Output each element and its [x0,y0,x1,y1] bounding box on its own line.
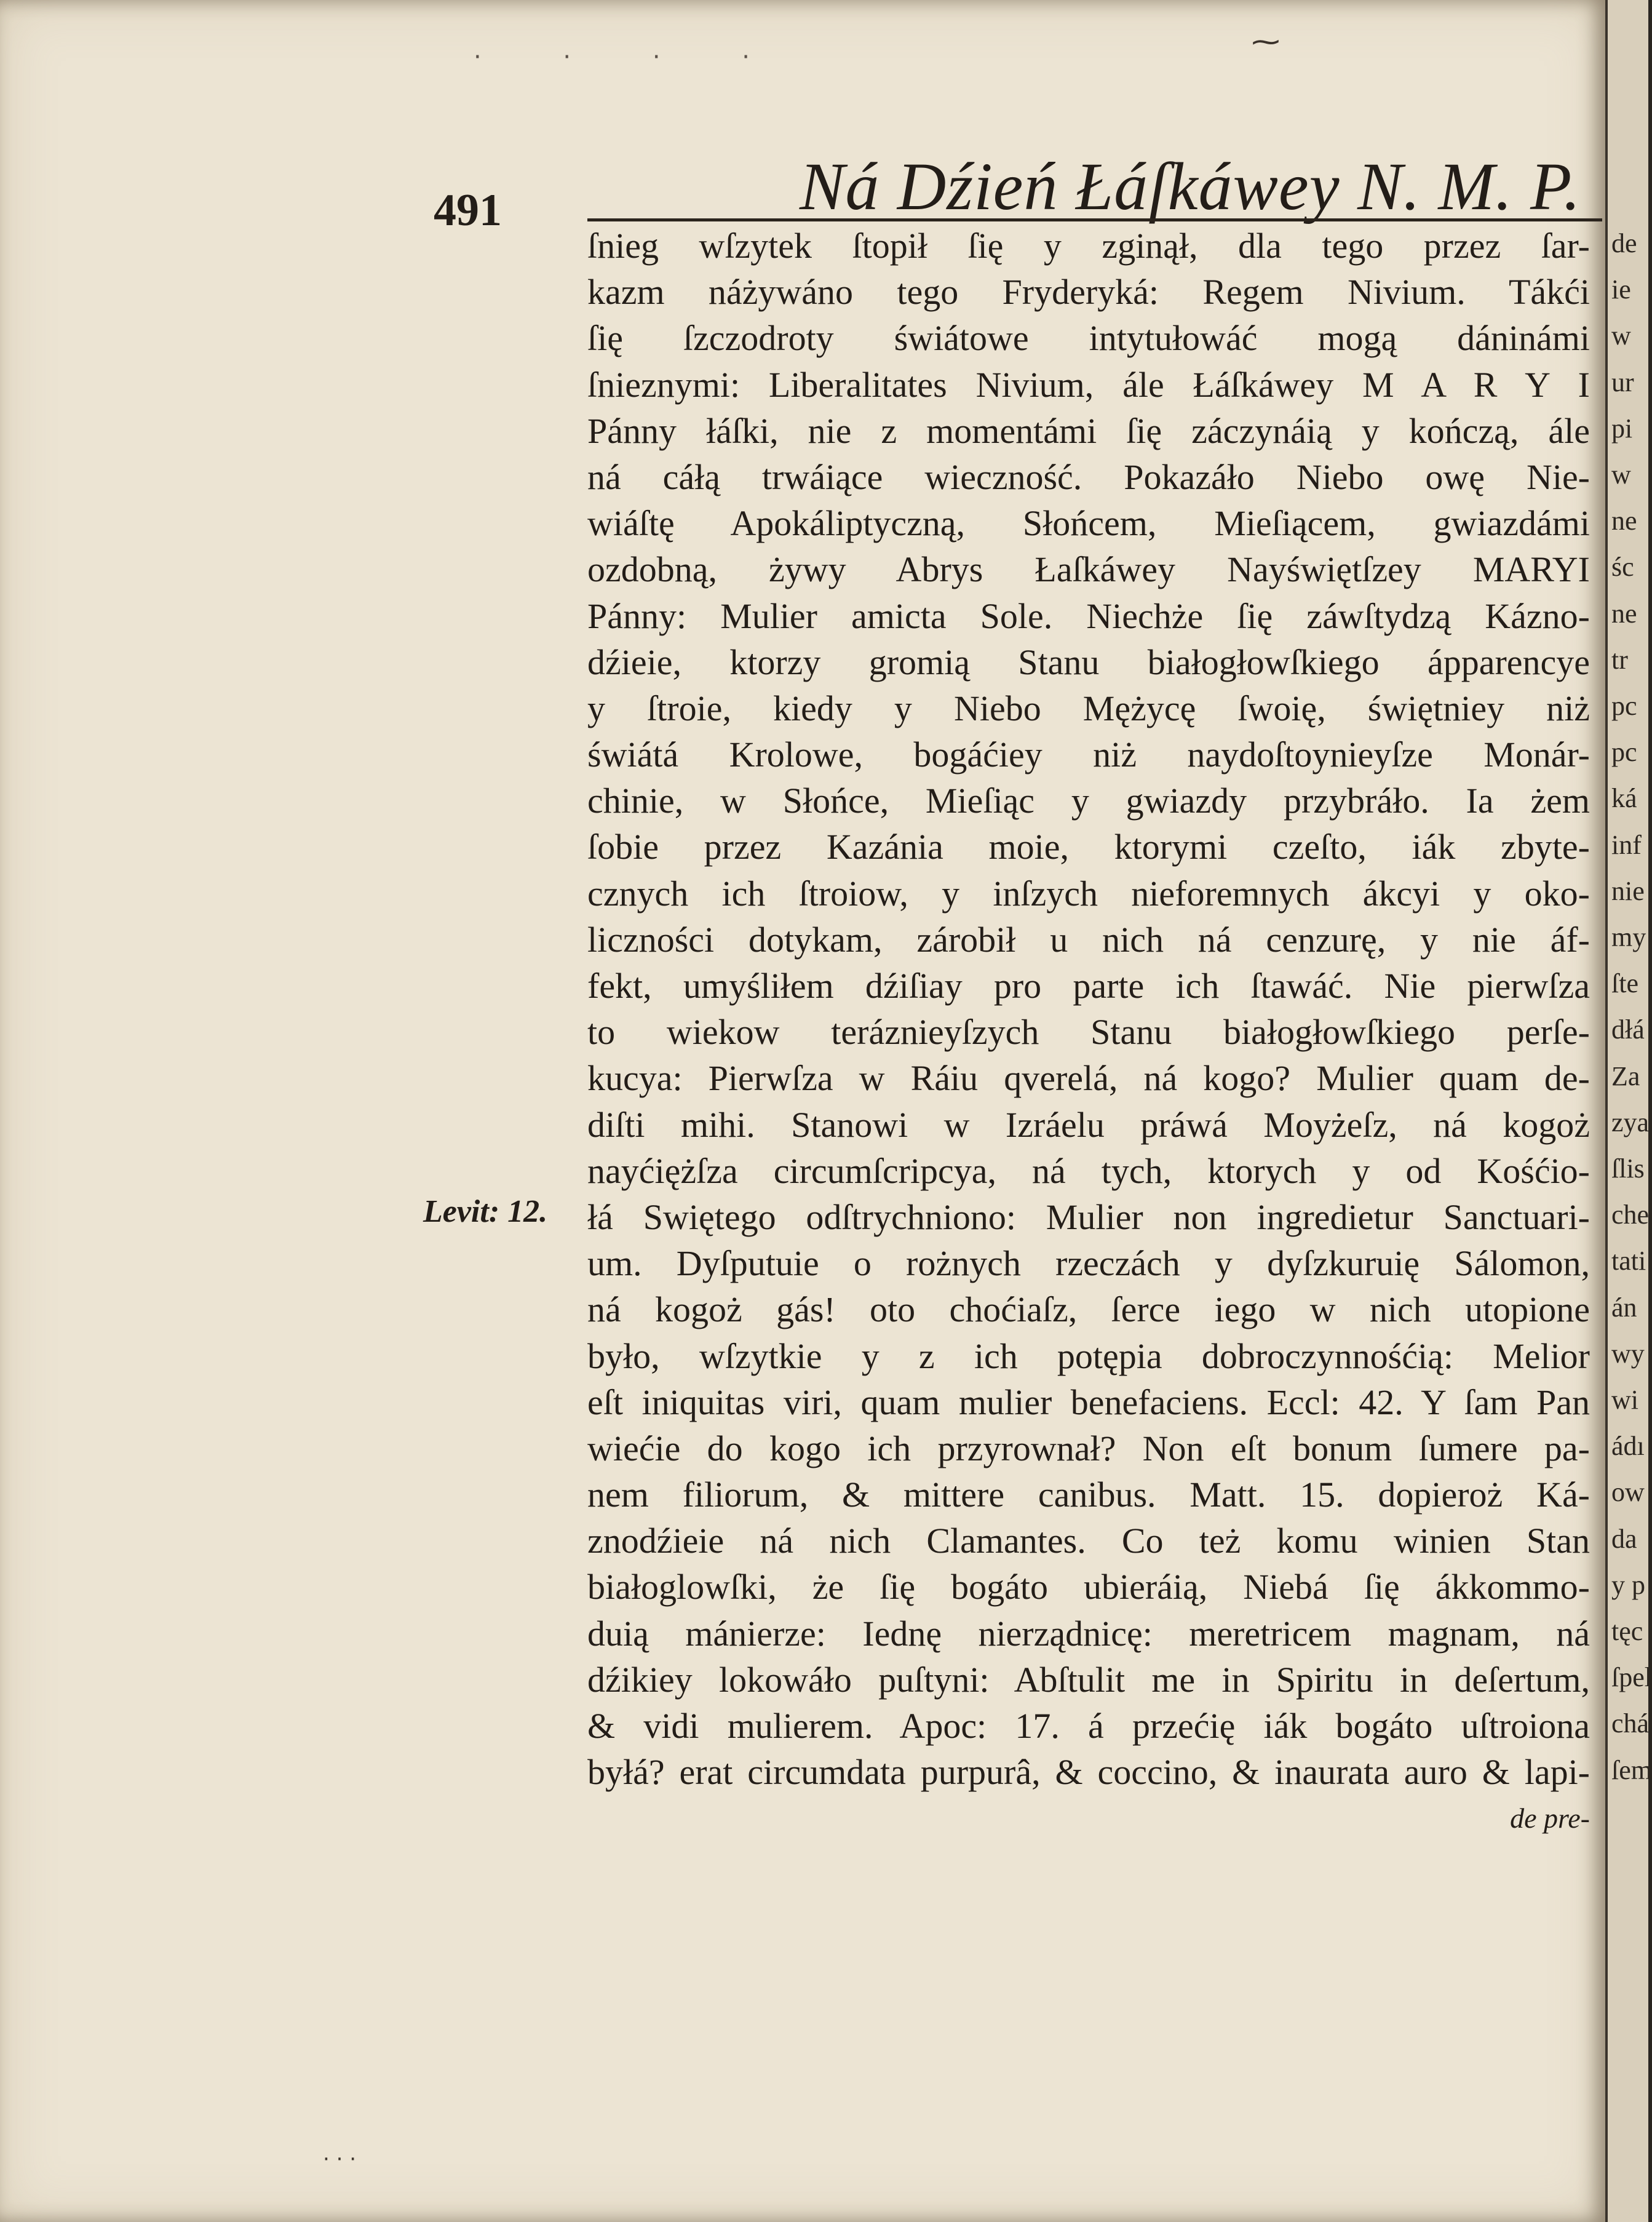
adjacent-page-fragment: chá [1611,1708,1650,1739]
text-line: byłá? erat circumdata purpurâ, & coccino, & inaurata auro & lapi- [587,1752,1590,1793]
adjacent-page-fragment: ne [1611,598,1637,629]
text-line: ná cáłą trwáiące wieczność. Pokazáło Niebo owę Nie- [587,456,1590,497]
text-line: nayćiężſza circumſcripcya, ná tych, ktorych y od Kośćio- [587,1150,1590,1191]
adjacent-page-fragment: nie [1611,875,1645,906]
adjacent-page-fragment: ſte [1611,968,1638,999]
adjacent-page-fragment: pc [1611,691,1637,721]
adjacent-page-fragment: ow [1611,1477,1645,1508]
text-line: nem filiorum, & mittere canibus. Matt. 15. dopieroż Ká- [587,1475,1590,1515]
text-line: wiećie do kogo ich przyrownał? Non eſt bonum ſumere pa- [587,1428,1590,1468]
marginal-note: Levit: 12. [423,1194,548,1229]
adjacent-page-fragment: dłá [1611,1014,1645,1045]
text-line: & vidi mulierem. Apoc: 17. á przećię iák bogáto uſtroiona [587,1706,1590,1746]
text-line: ſię ſzczodroty świátowe intytułowáć mogą dáninámi [587,318,1590,359]
text-line: cznych ich ſtroiow, y inſzych nieforemnych ákcyi y oko- [587,873,1590,914]
adjacent-page-fragment: ſem [1611,1754,1652,1785]
adjacent-page-fragment: tr [1611,644,1628,675]
adjacent-page-fragment: w [1611,321,1631,351]
text-line: um. Dyſputuie o rożnych rzeczách y dyſzkuruię Sálomon, [587,1243,1590,1284]
text-line: Pánny łáſki, nie z momentámi ſię záczynáią y kończą, ále [587,410,1590,451]
text-line: dźikiey lokowáło puſtyni: Abſtulit me in Spiritu in deſertum, [587,1659,1590,1700]
adjacent-page-fragment: ſpel [1611,1662,1652,1693]
adjacent-page-fragment: my [1611,922,1646,952]
adjacent-page-fragment: pi [1611,413,1633,444]
running-title: Ná Dźień Łáſkáwey N. M. P. [800,149,1581,224]
adjacent-page-fragment: de [1611,228,1637,258]
text-line: to wiekow teráznieyſzych Stanu białogłowſkiego perſe- [587,1012,1590,1053]
text-line: ná kogoż gás! oto choćiaſz, ſerce iego w nich utopione [587,1289,1590,1330]
adjacent-page-fragment: wi [1611,1385,1638,1415]
text-line: Pánny: Mulier amicta Sole. Niechże ſię záwſtydzą Kázno- [587,595,1590,636]
text-line: ſobie przez Kazánia moie, ktorymi czeſto, iák zbyte- [587,827,1590,867]
header-rule [587,218,1602,221]
page-number: 491 [434,185,502,236]
text-line: diſti mihi. Stanowi w Izráelu práwá Moyżeſz, ná kogoż [587,1104,1590,1145]
text-line: duią mánierze: Iednę nierządnicę: meretricem magnam, ná [587,1613,1590,1654]
text-line: łá Swiętego odſtrychniono: Mulier non ingredietur Sanctuari- [587,1197,1590,1237]
text-line: liczności dotykam, zárobił u nich ná cenzurę, y nie áf- [587,919,1590,960]
text-line: kucya: Pierwſza w Ráiu qverelá, ná kogo? Mulier quam de- [587,1058,1590,1099]
text-line: fekt, umyśliłem dźiſiay pro parte ich ſtawáć. Nie pierwſza [587,966,1590,1006]
adjacent-page-fragment: y p [1611,1569,1645,1600]
adjacent-page-edge [1605,0,1652,2222]
text-line: było, wſzytkie y z ich potępia dobroczynnośćią: Melior [587,1336,1590,1376]
text-line: ſnieznymi: Liberalitates Nivium, ále Łáſkáwey M A R Y I [587,364,1590,405]
adjacent-page-fragment: ká [1611,783,1637,814]
text-line: kazm náżywáno tego Fryderyká: Regem Nivium. Tákći [587,272,1590,313]
adjacent-page-fragment: ur [1611,367,1634,397]
page-speckles: · · · · [474,43,787,71]
text-line: świátá Krolowe, bogáćiey niż naydoſtoynieyſze Monár- [587,735,1590,775]
adjacent-page-fragment: w [1611,460,1631,490]
page-speckles-bottom: · · · [323,2147,357,2172]
adjacent-page-fragment: che [1611,1200,1650,1230]
adjacent-page-fragment: ádı [1611,1431,1645,1462]
text-line: ſnieg wſzytek ſtopił ſię y zginął, dla tego przez ſar- [587,226,1590,266]
adjacent-page-fragment: da [1611,1523,1637,1554]
adjacent-page-fragment: inf [1611,829,1642,860]
adjacent-page-fragment: śc [1611,552,1634,583]
adjacent-page-fragment: ne [1611,506,1637,536]
catchword: de pre- [1510,1802,1590,1834]
page-header [434,129,1599,236]
adjacent-page-fragment: zya [1611,1107,1650,1137]
adjacent-page-fragment: Za [1611,1061,1640,1091]
adjacent-page-fragment: tati [1611,1246,1646,1276]
adjacent-page-fragment: pc [1611,737,1637,768]
adjacent-page-fragment: ie [1611,274,1631,305]
text-line: wiáſtę Apokáliptyczną, Słońcem, Mieſiącem, gwiazdámi [587,503,1590,544]
adjacent-page-fragment: ſlis [1611,1153,1645,1184]
text-line: dźieie, ktorzy gromią Stanu białogłowſkiego ápparencye [587,642,1590,682]
adjacent-page-fragment: wy [1611,1338,1645,1369]
text-line: chinie, w Słońce, Mieſiąc y gwiazdy przybráło. Ia żem [587,781,1590,821]
body-text [587,223,1590,1842]
adjacent-page-fragment: tęc [1611,1616,1643,1646]
text-line: białoglowſki, że ſię bogáto ubieráią, Niebá ſię ákkommo- [587,1567,1590,1607]
text-line: ozdobną, żywy Abrys Łaſkáwey Nayświętſzey MARYI [587,549,1590,590]
ink-mark: ⁓ [1252,25,1280,58]
text-line: znodźieie ná nich Clamantes. Co też komu winien Stan [587,1521,1590,1561]
adjacent-page-fragment: án [1611,1292,1637,1323]
text-line: y ſtroie, kiedy y Niebo Mężycę ſwoię, świętniey niż [587,688,1590,728]
text-line: eſt iniquitas viri, quam mulier benefaciens. Eccl: 42. Y ſam Pan [587,1382,1590,1422]
